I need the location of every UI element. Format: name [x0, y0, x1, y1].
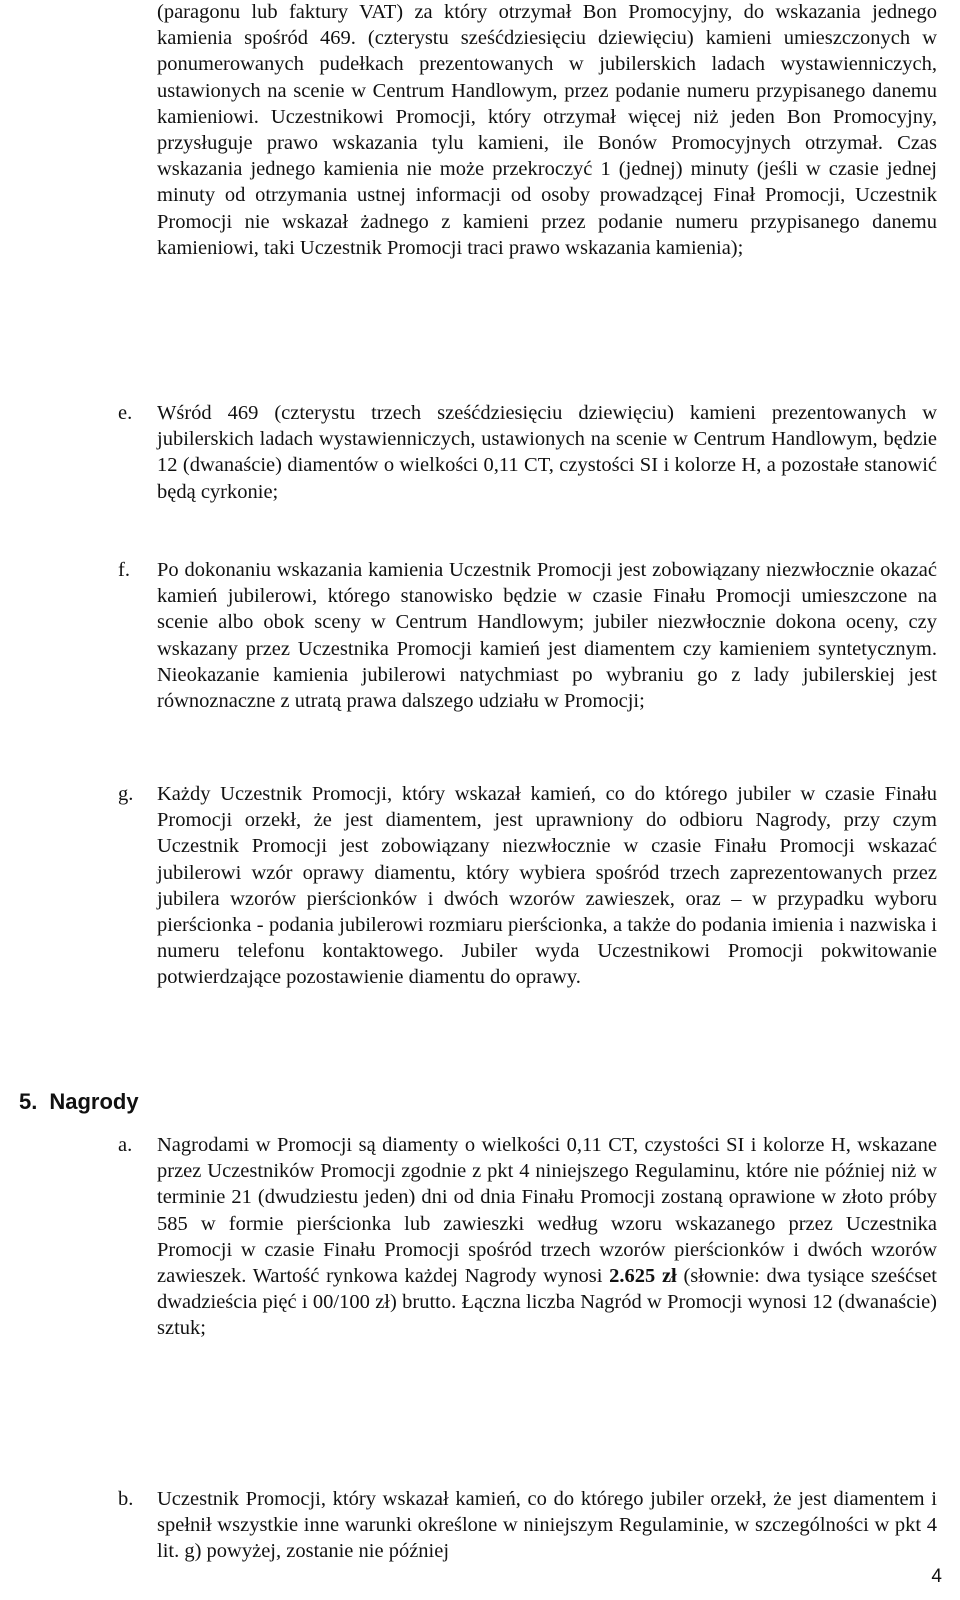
paragraph-text-part: (słownie: dwa tysiące sześćset dwadzieścia pięć i 00/100 zł) brutto. Łączna liczba Nagród w Promocji wynosi 12 (dwanaście) sztuk;	[157, 1265, 938, 1340]
section-title: Nagrody	[49, 1089, 139, 1114]
list-marker: f.	[118, 559, 130, 581]
paragraph-text: Po dokonaniu wskazania kamienia Uczestnik Promocji jest zobowiązany niezwłocznie okazać kamień jubilerowi, którego stanowisko będzie w czasie Finału Promocji umieszczone na scenie albo obok sceny w Centrum Handlowym; jubiler niezwłocznie dokona oceny, czy wskazany przez Uczestnika Promocji kamień jest diamentem czy kamieniem syntetycznym. Nieokazanie kamienia jubilerowi natychmiast po wybraniu go z lady jubilerskiej jest równoznaczne z utratą prawa dalszego udziału w Promocji;	[157, 559, 937, 713]
page-number: 4	[931, 1566, 942, 1587]
paragraph-text: Wśród 469 (czterystu trzech sześćdziesięciu dziewięciu) kamieni prezentowanych w jubilerskich ladach wystawienniczych, ustawionych na scenie w Centrum Handlowym, będzie 12 (dwanaście) diamentów o wielkości 0,11 CT, czystości SI i kolorze H, a pozostałe stanowić będą cyrkonie;	[157, 402, 937, 503]
section-heading	[19, 1089, 139, 1115]
list-item-e	[118, 400, 937, 505]
list-marker: e.	[118, 402, 133, 424]
list-marker: g.	[118, 783, 134, 805]
list-item-g	[118, 781, 937, 991]
paragraph-text: Każdy Uczestnik Promocji, który wskazał kamień, co do którego jubiler w czasie Finału Promocji orzekł, że jest diamentem, jest uprawniony do odbioru Nagrody, przy czym Uczestnik Promocji jest zobowiązany niezwłocznie w czasie Finału Promocji wskazać jubilerowi wzór oprawy diamentu, który wybiera spośród trzech zaprezentowanych przez jubilera wzorów pierścionków i dwóch wzorów zawieszek, oraz – w przypadku wyboru pierścionka - podania jubilerowi rozmiaru pierścionka, a także do podania imienia i nazwiska i numeru telefonu kontaktowego. Jubiler wyda Uczestnikowi Promocji pokwitowanie potwierdzające pozostawienie diamentu do oprawy.	[157, 783, 937, 989]
prize-value-bold: 2.625 zł	[609, 1265, 677, 1288]
paragraph-text-part: Nagrodami w Promocji są diamenty o wielkości 0,11 CT, czystości SI i kolorze H, wskazane przez Uczestników Promocji zgodnie z pkt 4 niniejszego Regulaminu, które nie później niż w terminie 21 (dwudziestu jeden) dni od dnia Finału Promocji zostaną oprawione w złoto próby 585 w formie pierścionka lub zawieszki według wzoru wskazanego przez Uczestnika Promocji w czasie Finału Promocji spośród trzech wzorów pierścionków i dwóch wzorów zawieszek. Wartość rynkowa każdej Nagrody wynosi	[157, 1134, 937, 1288]
list-marker: a.	[118, 1134, 133, 1156]
section-number: 5.	[19, 1089, 38, 1114]
paragraph-text: Uczestnik Promocji, który wskazał kamień, co do którego jubiler orzekł, że jest diamentem i spełnił wszystkie inne warunki określone w niniejszym Regulaminie, w szczególności w pkt 4 lit. g) powyżej, zostanie nie później	[157, 1488, 937, 1563]
list-marker: b.	[118, 1488, 134, 1510]
paragraph-text: (paragonu lub faktury VAT) za który otrzymał Bon Promocyjny, do wskazania jednego kamienia spośród 469. (czterystu sześćdziesięciu dziewięciu) kamieni umieszczonych w ponumerowanych pudełkach prezentowanych w jubilerskich ladach wystawienniczych, ustawionych na scenie w Centrum Handlowym, przez podanie numeru przypisanego danemu kamieniowi. Uczestnikowi Promocji, który otrzymał więcej niż jeden Bon Promocyjny, przysługuje prawo wskazania tylu kamieni, ile Bonów Promocyjnych otrzymał. Czas wskazania jednego kamienia nie może przekroczyć 1 (jednej) minuty (jeśli w czasie jednej minuty od otrzymania ustnej informacji od osoby prowadzącej Finał Promocji, Uczestnik Promocji nie wskazał żadnego z kamieni przez podanie numeru przypisanego danemu kamieniowi, taki Uczestnik Promocji traci prawo wskazania kamienia);	[157, 1, 937, 259]
list-item-f	[118, 557, 937, 714]
list-item-5b	[118, 1486, 937, 1565]
list-item-d-continuation	[157, 0, 937, 261]
list-item-5a	[118, 1132, 938, 1342]
